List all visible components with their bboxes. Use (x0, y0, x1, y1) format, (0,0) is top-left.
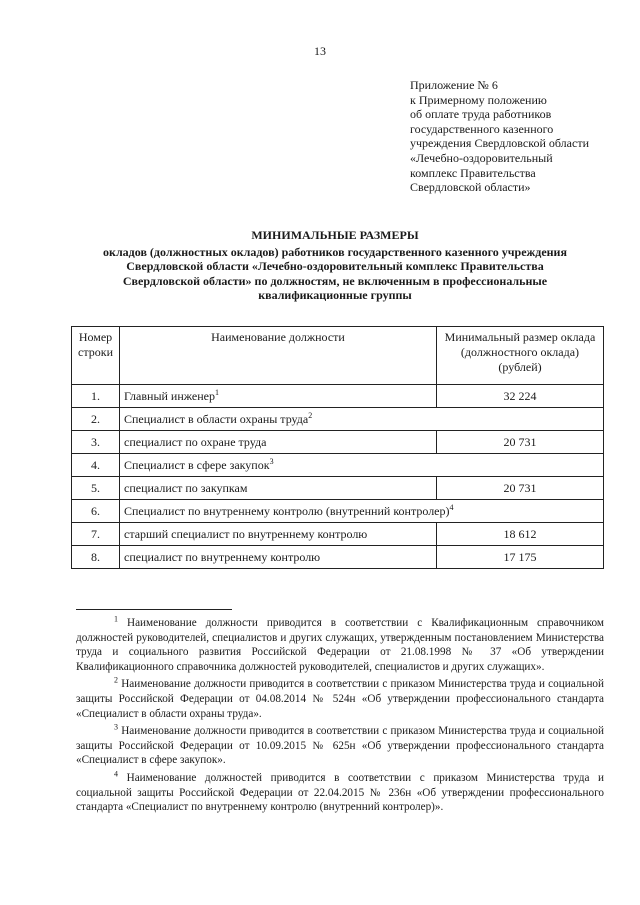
footnotes (76, 616, 604, 818)
header-line: Номер (78, 330, 113, 344)
position-name (120, 385, 437, 408)
position-text: специалист по закупкам (124, 481, 248, 495)
position-text: Главный инженер (124, 389, 215, 403)
salary-value: 18 612 (437, 523, 604, 546)
footnote-ref: 1 (214, 388, 219, 397)
table-row (72, 523, 604, 546)
title-line: Свердловской области «Лечебно-оздоровительный комплекс Правительства (126, 259, 544, 274)
position-text: специалист по внутреннему контролю (124, 550, 321, 564)
footnote (76, 616, 604, 674)
appendix-line: Свердловской области» (410, 180, 531, 195)
table-row (72, 385, 604, 408)
table-header-row (72, 327, 604, 385)
position-text: специалист по охране труда (124, 435, 267, 449)
header-row-number (72, 327, 120, 385)
footnote (76, 724, 604, 768)
header-line: Наименование должности (211, 330, 345, 344)
position-name (120, 477, 437, 500)
appendix-note (410, 78, 632, 195)
header-min-salary (437, 327, 604, 385)
footnote-ref: 4 (449, 503, 454, 512)
page-number: 13 (314, 44, 326, 58)
row-number: 1. (72, 385, 120, 408)
salary-table (71, 326, 604, 569)
appendix-line: государственного казенного (410, 121, 554, 136)
row-number: 3. (72, 431, 120, 454)
footnote-text: Наименование должности приводится в соответствии с приказом Министерства труда и социальной защиты Российской Федерации от 10.09.2015 № 625н «Об утверждении профессионального стандарта «Специалист в сфере закупок». (76, 725, 605, 767)
header-line: (рублей) (498, 360, 542, 374)
row-number: 6. (72, 500, 120, 523)
appendix-line: Приложение № 6 (410, 78, 498, 92)
row-number: 8. (72, 546, 120, 569)
salary-value: 17 175 (437, 546, 604, 569)
row-number: 4. (72, 454, 120, 477)
table-row (72, 408, 604, 431)
salary-value: 32 224 (437, 385, 604, 408)
position-group-name (120, 408, 604, 431)
row-number: 5. (72, 477, 120, 500)
position-name (120, 523, 437, 546)
footnote-text: Наименование должностей приводится в соответствии с приказом Министерства труда и социальной защиты Российской Федерации от 22.04.2015 № 236н «Об утверждении профессионального стандарта «Специалист по внутреннему контролю (внутренний контролер)». (76, 771, 605, 814)
table-row (72, 454, 604, 477)
footnote (76, 771, 604, 815)
position-text: Специалист в сфере закупок (124, 458, 270, 472)
appendix-line: к Примерному положению (410, 92, 547, 107)
header-line: (должностного оклада) (460, 345, 580, 359)
row-number: 7. (72, 523, 120, 546)
table-row (72, 477, 604, 500)
table-row (72, 546, 604, 569)
position-group-name (120, 454, 604, 477)
appendix-line: учреждения Свердловской области (410, 136, 589, 151)
title-main: МИНИМАЛЬНЫЕ РАЗМЕРЫ (251, 228, 419, 242)
footnote-mark: 4 (114, 769, 118, 779)
footnote-separator (76, 609, 232, 610)
header-position-name (120, 327, 437, 385)
table-row (72, 500, 604, 523)
document-title (68, 228, 602, 303)
position-group-name (120, 500, 604, 523)
footnote-ref: 2 (308, 411, 313, 420)
position-name (120, 431, 437, 454)
footnote-text: Наименование должности приводится в соответствии с приказом Министерства труда и социальной защиты Российской Федерации от 04.08.2014 № 524н «Об утверждении профессионального стандарта «Специалист в области охраны труда». (76, 678, 605, 720)
footnote-mark: 2 (114, 675, 118, 685)
position-text: Специалист по внутреннему контролю (внутренний контролер) (124, 504, 450, 518)
title-line: Свердловской области» по должностям, не включенным в профессиональные (122, 273, 548, 288)
header-line: Минимальный размер оклада (444, 330, 596, 344)
appendix-line: об оплате труда работников (410, 107, 552, 122)
row-number: 2. (72, 408, 120, 431)
salary-value: 20 731 (437, 431, 604, 454)
header-line: строки (78, 345, 113, 359)
table-row (72, 431, 604, 454)
footnote-mark: 3 (114, 722, 118, 732)
footnote (76, 677, 604, 721)
footnote-text: Наименование должности приводится в соответствии с Квалификационным справочником должностей руководителей, специалистов и других служащих, утвержденным постановлением Министерства труда и социального развития Российской Федерации от 21.08.1998 № 37 «Об утверждении Квалификационного справочника должностей руководителей, специалистов и других служащих». (76, 617, 605, 673)
position-name (120, 546, 437, 569)
appendix-line: «Лечебно-оздоровительный (410, 150, 553, 165)
salary-value: 20 731 (437, 477, 604, 500)
appendix-line: комплекс Правительства (410, 165, 536, 180)
position-text: старший специалист по внутреннему контролю (124, 527, 368, 541)
position-text: Специалист в области охраны труда (124, 412, 309, 426)
title-line: окладов (должностных окладов) работников государственного казенного учреждения (103, 244, 567, 259)
footnote-ref: 3 (269, 457, 274, 466)
footnote-mark: 1 (114, 614, 118, 624)
title-line: квалификационные группы (258, 288, 412, 303)
